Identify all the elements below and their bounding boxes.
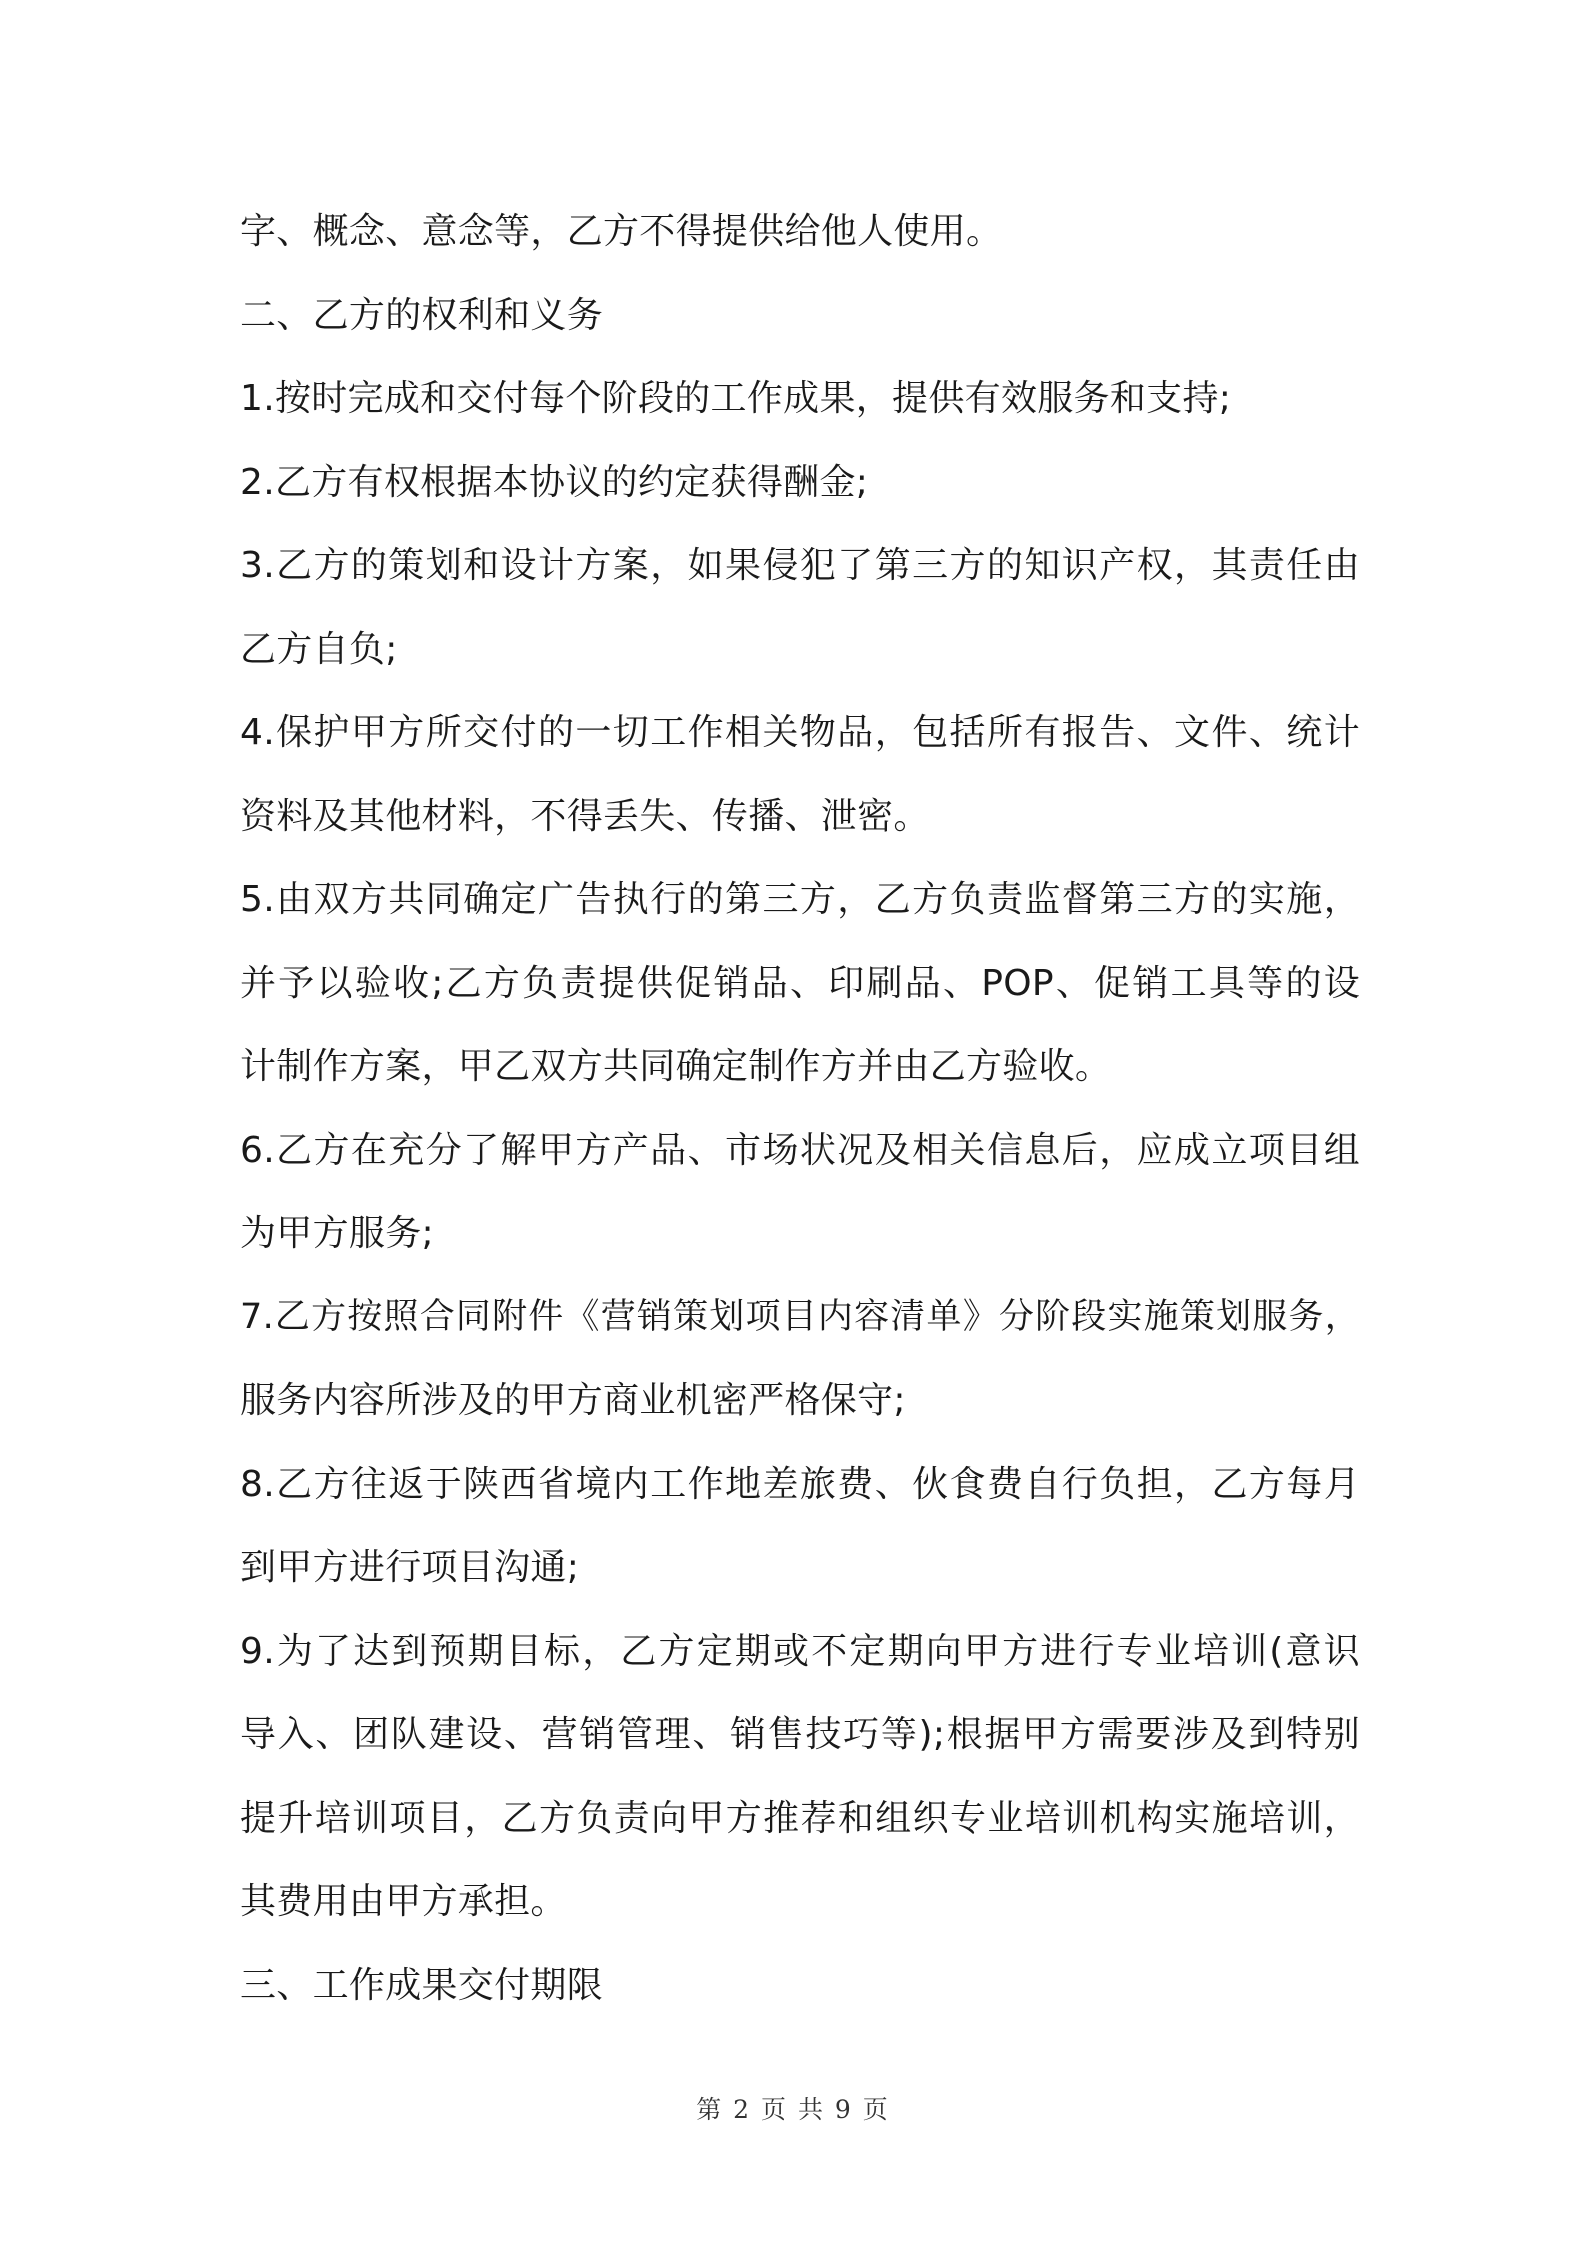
text-line: 4.保护甲方所交付的一切工作相关物品，包括所有报告、文件、统计: [240, 712, 1360, 753]
text-line: 其费用由甲方承担。: [240, 1881, 567, 1922]
text-line: 6.乙方在充分了解甲方产品、市场状况及相关信息后，应成立项目组: [240, 1129, 1360, 1171]
text-line: 并予以验收;乙方负责提供促销品、印刷品、POP、促销工具等的设: [240, 962, 1360, 1004]
text-line: 提升培训项目，乙方负责向甲方推荐和组织专业培训机构实施培训，: [240, 1797, 1360, 1839]
text-line: 导入、团队建设、营销管理、销售技巧等);根据甲方需要涉及到特别: [240, 1714, 1360, 1755]
text-line: 为甲方服务;: [240, 1213, 434, 1254]
text-line: 乙方自负;: [240, 628, 398, 670]
text-line: 9.为了达到预期目标，乙方定期或不定期向甲方进行专业培训(意识: [240, 1630, 1360, 1672]
page-number-footer: 第 2 页 共 9 页: [696, 2095, 890, 2124]
section-heading: 二、乙方的权利和义务: [240, 294, 604, 336]
text-line: 7.乙方按照合同附件《营销策划项目内容清单》分阶段实施策划服务，: [240, 1296, 1360, 1337]
text-line: 字、概念、意念等，乙方不得提供给他人使用。: [240, 211, 1003, 252]
text-line: 3.乙方的策划和设计方案，如果侵犯了第三方的知识产权，其责任由: [240, 545, 1360, 586]
text-line: 服务内容所涉及的甲方商业机密严格保守;: [240, 1380, 906, 1421]
text-line: 资料及其他材料，不得丢失、传播、泄密。: [240, 795, 930, 837]
text-line: 2.乙方有权根据本协议的约定获得酬金;: [240, 461, 869, 503]
text-line: 1.按时完成和交付每个阶段的工作成果，提供有效服务和支持;: [240, 378, 1232, 419]
document-body: [240, 190, 1360, 2027]
text-line: 8.乙方往返于陕西省境内工作地差旅费、伙食费自行负担，乙方每月: [240, 1463, 1360, 1505]
text-line: 计制作方案，甲乙双方共同确定制作方并由乙方验收。: [240, 1046, 1112, 1087]
text-line: 到甲方进行项目沟通;: [240, 1547, 580, 1588]
text-line: 5.由双方共同确定广告执行的第三方，乙方负责监督第三方的实施，: [240, 879, 1360, 920]
section-heading: 三、工作成果交付期限: [240, 1964, 604, 2006]
